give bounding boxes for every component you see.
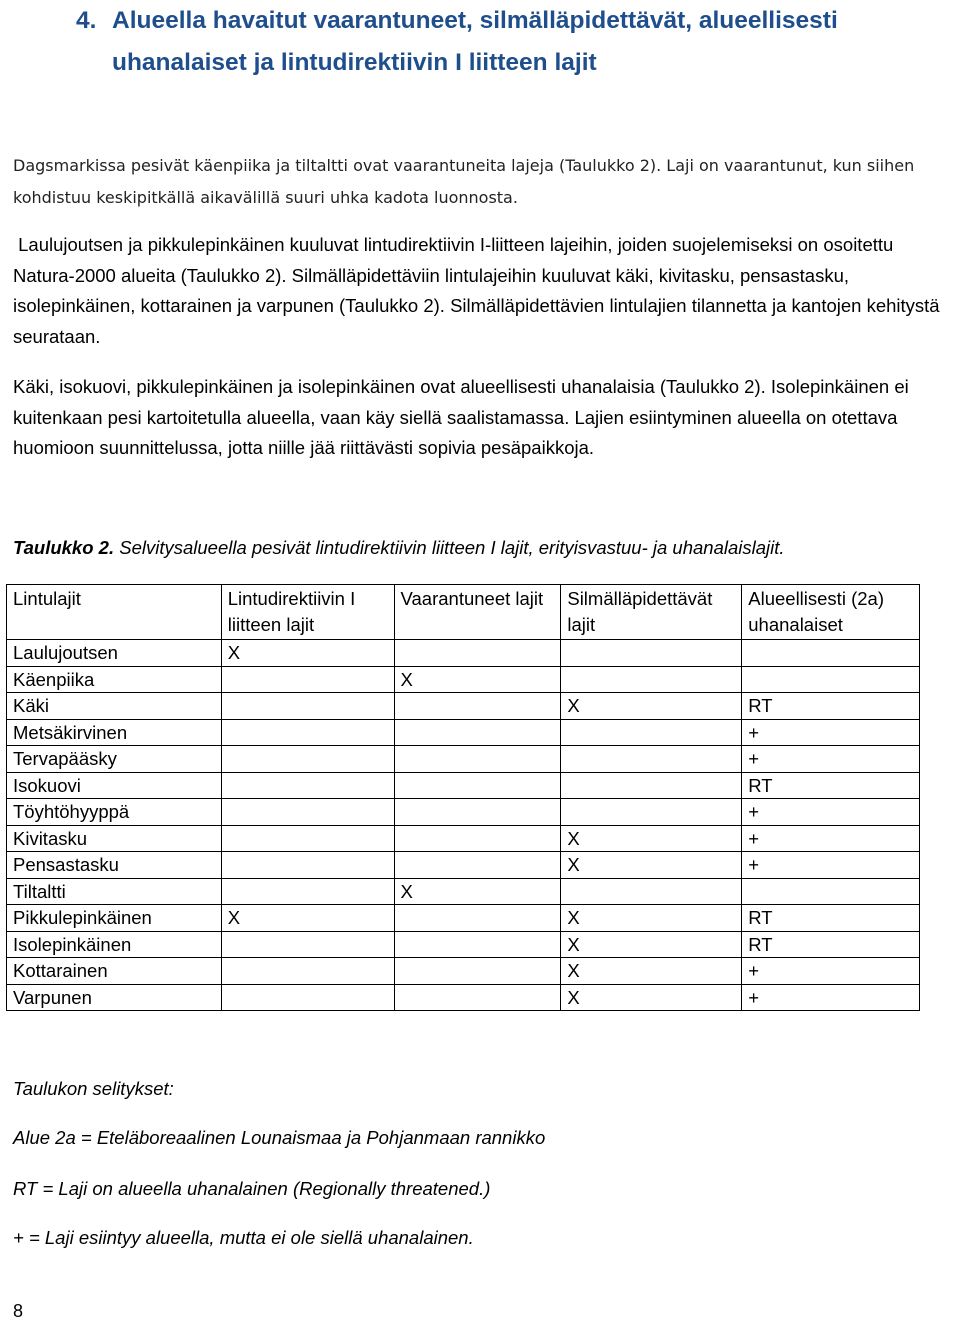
heading-text-1: Alueella havaitut vaarantuneet, silmälläpidettävät, alueellisesti — [112, 7, 838, 34]
status-cell — [394, 772, 561, 799]
paragraph-vaarantuneet: Dagsmarkissa pesivät käenpiika ja tiltaltti ovat vaarantuneita lajeja (Taulukko 2). Laji on vaarantunut, kun siihen kohdistuu keskipitkällä aikavälillä suuri uhka kadota luonnosta. — [13, 156, 915, 207]
table-row — [7, 772, 920, 799]
table-row — [7, 825, 920, 852]
status-cell — [221, 666, 394, 693]
status-cell — [221, 719, 394, 746]
status-cell: X — [561, 958, 742, 985]
species-name-cell: Kottarainen — [7, 958, 222, 985]
header-silmallapidettavat: Silmälläpidettävät lajit — [561, 585, 742, 640]
section-number: 4. — [76, 7, 97, 34]
status-cell — [394, 931, 561, 958]
table-caption-label: Taulukko 2. — [13, 537, 115, 558]
legend-line-plus: + = Laji esiintyy alueella, mutta ei ole siellä uhanalainen. — [13, 1227, 474, 1248]
legend-line-alue: Alue 2a = Eteläboreaalinen Lounaismaa ja Pohjanmaan rannikko — [13, 1127, 546, 1148]
header-alueellisesti-uhanalaiset: Alueellisesti (2a) uhanalaiset — [742, 585, 920, 640]
species-name-cell: Varpunen — [7, 984, 222, 1011]
status-cell: X — [221, 640, 394, 667]
table-header-row — [7, 585, 920, 640]
section-heading — [76, 0, 956, 84]
status-cell — [394, 984, 561, 1011]
species-name-cell: Käki — [7, 693, 222, 720]
status-cell: + — [742, 852, 920, 879]
status-cell — [221, 931, 394, 958]
status-cell — [221, 958, 394, 985]
table-row — [7, 931, 920, 958]
header-lintudirektiivi: Lintudirektiivin I liitteen lajit — [221, 585, 394, 640]
status-cell: RT — [742, 693, 920, 720]
table-row — [7, 984, 920, 1011]
species-name-cell: Töyhtöhyyppä — [7, 799, 222, 826]
status-cell: + — [742, 746, 920, 773]
status-cell: X — [561, 852, 742, 879]
paragraph-lintudirektiivi: Laulujoutsen ja pikkulepinkäinen kuuluvat lintudirektiivin I-liitteen lajeihin, joiden suojelemiseksi on osoitettu Natura-2000 alueita (Taulukko 2). Silmälläpidettäviin lintulajeihin kuuluvat käki, kivitasku, pensastasku, isolepinkäinen, kottarainen ja varpunen (Taulukko 2). Silmälläpidettävien lintulajien tilannetta ja kantojen kehitystä seurataan. — [13, 234, 945, 347]
status-cell — [561, 746, 742, 773]
status-cell — [561, 878, 742, 905]
status-cell — [394, 852, 561, 879]
status-cell: RT — [742, 772, 920, 799]
status-cell — [742, 878, 920, 905]
table-row — [7, 905, 920, 932]
species-name-cell: Isokuovi — [7, 772, 222, 799]
status-cell — [221, 878, 394, 905]
status-cell — [742, 666, 920, 693]
status-cell: X — [561, 825, 742, 852]
species-table — [6, 584, 920, 1011]
status-cell — [561, 666, 742, 693]
status-cell — [742, 640, 920, 667]
status-cell: X — [561, 905, 742, 932]
status-cell: RT — [742, 931, 920, 958]
table-row — [7, 746, 920, 773]
header-lintulajit: Lintulajit — [7, 585, 222, 640]
species-name-cell: Kivitasku — [7, 825, 222, 852]
table-row — [7, 719, 920, 746]
status-cell — [221, 693, 394, 720]
status-cell: X — [221, 905, 394, 932]
status-cell — [561, 640, 742, 667]
status-cell — [394, 640, 561, 667]
status-cell: X — [561, 693, 742, 720]
table-row — [7, 878, 920, 905]
status-cell: + — [742, 799, 920, 826]
page-number: 8 — [13, 1301, 24, 1321]
species-name-cell: Tervapääsky — [7, 746, 222, 773]
legend-line-rt: RT = Laji on alueella uhanalainen (Regionally threatened.) — [13, 1178, 491, 1199]
status-cell: X — [394, 878, 561, 905]
heading-line-1 — [76, 0, 956, 42]
table-row — [7, 640, 920, 667]
status-cell — [221, 852, 394, 879]
status-cell — [561, 772, 742, 799]
status-cell — [221, 746, 394, 773]
species-name-cell: Käenpiika — [7, 666, 222, 693]
status-cell — [561, 799, 742, 826]
status-cell: + — [742, 958, 920, 985]
status-cell — [221, 772, 394, 799]
table-row — [7, 799, 920, 826]
status-cell — [394, 958, 561, 985]
status-cell — [394, 905, 561, 932]
status-cell — [561, 719, 742, 746]
status-cell — [394, 746, 561, 773]
species-name-cell: Tiltaltti — [7, 878, 222, 905]
status-cell — [394, 693, 561, 720]
status-cell: + — [742, 984, 920, 1011]
status-cell: RT — [742, 905, 920, 932]
status-cell: + — [742, 825, 920, 852]
paragraph-alueellisesti-uhanalaiset: Käki, isokuovi, pikkulepinkäinen ja isolepinkäinen ovat alueellisesti uhanalaisia (Taulukko 2). Isolepinkäinen ei kuitenkaan pesi kartoitetulla alueella, vaan käy siellä saalistamassa. Lajien esiintyminen alueella on otettava huomioon suunnittelussa, jotta niille jää riittävästi sopivia pesäpaikkoja. — [13, 376, 909, 458]
table-row — [7, 666, 920, 693]
table-row — [7, 693, 920, 720]
status-cell: X — [561, 931, 742, 958]
species-name-cell: Metsäkirvinen — [7, 719, 222, 746]
table-row — [7, 852, 920, 879]
status-cell: X — [561, 984, 742, 1011]
header-vaarantuneet: Vaarantuneet lajit — [394, 585, 561, 640]
status-cell — [394, 719, 561, 746]
table-caption-text: Selvitysalueella pesivät lintudirektiivin liitteen I lajit, erityisvastuu- ja uhanalaislajit. — [114, 537, 785, 558]
status-cell — [221, 799, 394, 826]
status-cell: + — [742, 719, 920, 746]
status-cell: X — [394, 666, 561, 693]
species-name-cell: Laulujoutsen — [7, 640, 222, 667]
status-cell — [394, 825, 561, 852]
status-cell — [221, 984, 394, 1011]
heading-line-2: uhanalaiset ja lintudirektiivin I liitteen lajit — [112, 49, 597, 76]
species-name-cell: Pensastasku — [7, 852, 222, 879]
species-name-cell: Isolepinkäinen — [7, 931, 222, 958]
species-name-cell: Pikkulepinkäinen — [7, 905, 222, 932]
table-caption — [13, 534, 953, 562]
table-row — [7, 958, 920, 985]
status-cell — [394, 799, 561, 826]
legend-title: Taulukon selitykset: — [13, 1078, 174, 1099]
status-cell — [221, 825, 394, 852]
